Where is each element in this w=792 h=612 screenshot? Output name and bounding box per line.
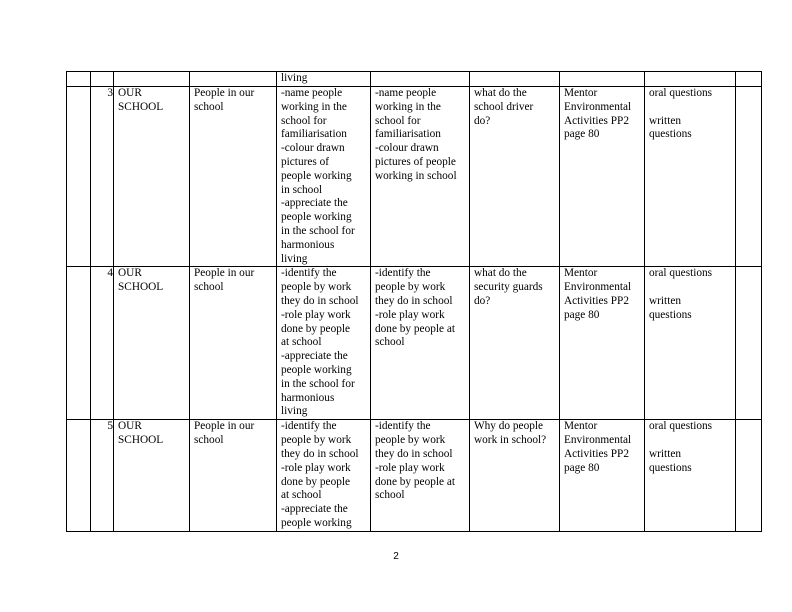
sub-strand-cell: People in our school bbox=[190, 420, 277, 531]
remarks-cell bbox=[736, 267, 762, 420]
outcomes-cell: living bbox=[277, 72, 371, 87]
remarks-cell bbox=[736, 87, 762, 267]
resources-cell: Mentor Environmental Activities PP2 page 80 bbox=[560, 87, 645, 267]
table-row bbox=[67, 87, 762, 267]
remarks-cell bbox=[736, 420, 762, 531]
lesson-number-cell: 5 bbox=[91, 420, 114, 531]
table-row-continuation bbox=[67, 72, 762, 87]
assessment-cell bbox=[645, 72, 736, 87]
table-row bbox=[67, 267, 762, 420]
sub-strand-cell bbox=[190, 72, 277, 87]
activities-cell: -identify the people by work they do in school -role play work done by people at school bbox=[371, 267, 470, 420]
assessment-cell: oral questions written questions bbox=[645, 267, 736, 420]
activities-cell: -name people working in the school for familiarisation -colour drawn pictures of people working in school bbox=[371, 87, 470, 267]
inquiry-cell: what do the security guards do? bbox=[470, 267, 560, 420]
assessment-cell: oral questions written questions bbox=[645, 420, 736, 531]
resources-cell: Mentor Environmental Activities PP2 page 80 bbox=[560, 267, 645, 420]
lesson-number-cell: 3 bbox=[91, 87, 114, 267]
strand-cell bbox=[114, 72, 190, 87]
table-row bbox=[67, 420, 762, 531]
inquiry-cell: Why do people work in school? bbox=[470, 420, 560, 531]
week-cell bbox=[67, 87, 91, 267]
inquiry-cell bbox=[470, 72, 560, 87]
assessment-cell: oral questions written questions bbox=[645, 87, 736, 267]
lesson-number-cell: 4 bbox=[91, 267, 114, 420]
strand-cell: OUR SCHOOL bbox=[114, 267, 190, 420]
resources-cell bbox=[560, 72, 645, 87]
lesson-cell bbox=[91, 72, 114, 87]
week-cell bbox=[67, 72, 91, 87]
week-cell bbox=[67, 420, 91, 531]
activities-cell bbox=[371, 72, 470, 87]
page-number: 2 bbox=[393, 551, 399, 562]
inquiry-cell: what do the school driver do? bbox=[470, 87, 560, 267]
resources-cell: Mentor Environmental Activities PP2 page 80 bbox=[560, 420, 645, 531]
outcomes-cell: -identify the people by work they do in school -role play work done by people at school -appreciate the people working in the school for harmonious living bbox=[277, 267, 371, 420]
remarks-cell bbox=[736, 72, 762, 87]
outcomes-cell: -identify the people by work they do in school -role play work done by people at school -appreciate the people working bbox=[277, 420, 371, 531]
activities-cell: -identify the people by work they do in school -role play work done by people at school bbox=[371, 420, 470, 531]
outcomes-cell: -name people working in the school for familiarisation -colour drawn pictures of people working in school -appreciate the people working in the school for harmonious living bbox=[277, 87, 371, 267]
scheme-of-work-table bbox=[66, 71, 762, 532]
strand-cell: OUR SCHOOL bbox=[114, 420, 190, 531]
sub-strand-cell: People in our school bbox=[190, 87, 277, 267]
week-cell bbox=[67, 267, 91, 420]
strand-cell: OUR SCHOOL bbox=[114, 87, 190, 267]
sub-strand-cell: People in our school bbox=[190, 267, 277, 420]
